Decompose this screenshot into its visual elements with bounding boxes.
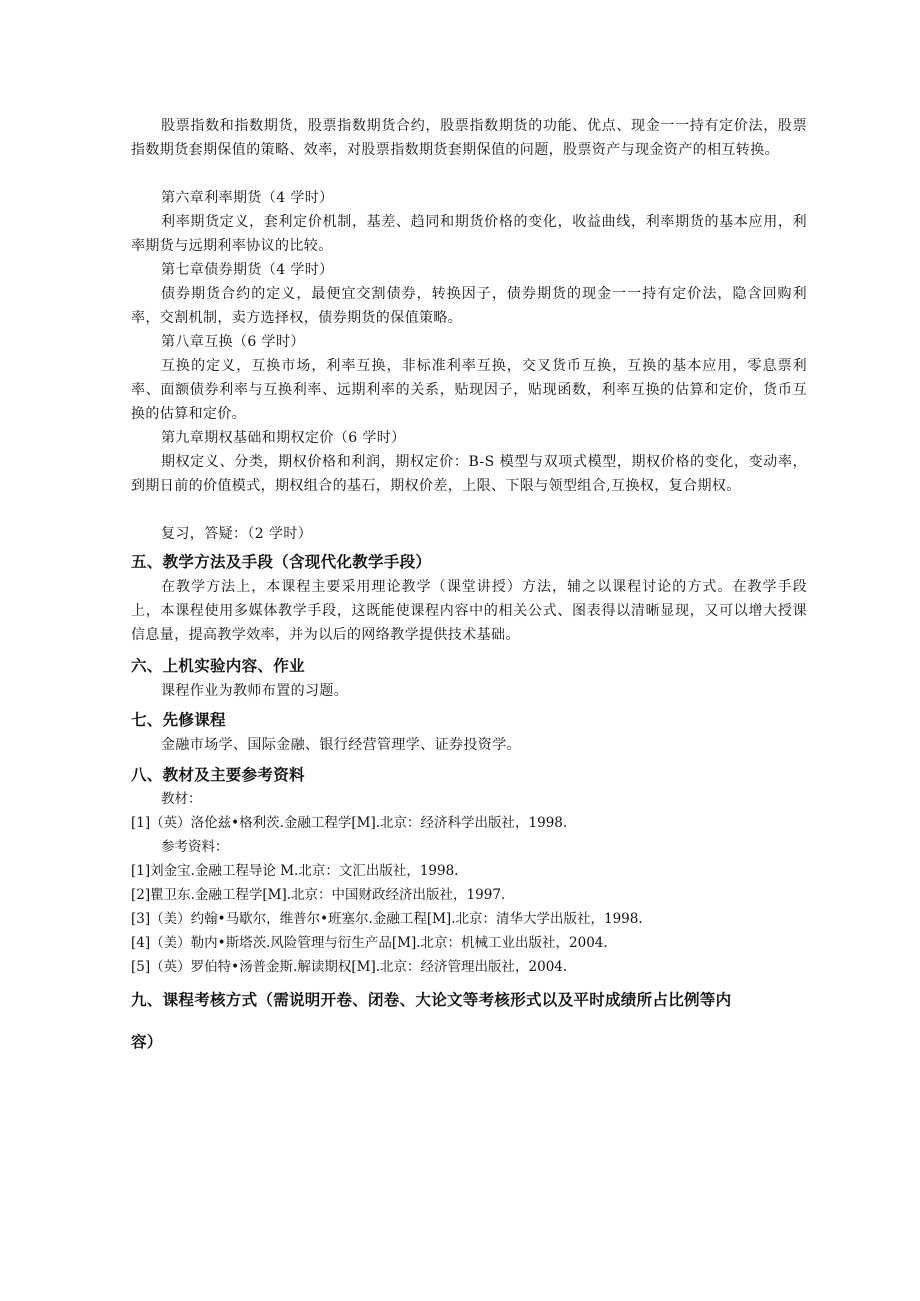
paragraph-stock-index-futures: 股票指数和指数期货，股票指数期货合约，股票指数期货的功能、优点、现金一一持有定价法，股票指数期货套期保值的策略、效率，对股票指数期货套期保值的问题，股票资产与现金资产的相互转换。 <box>131 118 807 158</box>
section-7-heading: 七、先修课程 <box>131 711 226 729</box>
reference-item: [4]（美）勒内•斯塔茨.风险管理与衍生产品[M].北京：机械工业出版社，2004. <box>131 935 608 951</box>
chapter-9-title: 第九章期权基础和期权定价（6 学时） <box>161 430 406 446</box>
section-7-body: 金融市场学、国际金融、银行经营管理学、证券投资学。 <box>161 737 521 753</box>
section-5-heading: 五、教学方法及手段（含现代化教学手段） <box>131 553 432 571</box>
section-6-body: 课程作业为教师布置的习题。 <box>161 683 349 699</box>
chapter-9-body: 期权定义、分类，期权价格和利润，期权定价：B-S 模型与双项式模型，期权价格的变化，变动率，到期日前的价值模式，期权组合的基石，期权价差，上限、下限与领型组合,互换权，复合期权。 <box>131 454 807 494</box>
section-5-body: 在教学方法上，本课程主要采用理论教学（课堂讲授）方法，辅之以课程讨论的方式。在教学手段上，本课程使用多媒体教学手段，这既能使课程内容中的相关公式、图表得以清晰显现，又可以增大授课信息量，提高教学效率，并为以后的网络教学提供技术基础。 <box>131 579 807 643</box>
references-label: 参考资料： <box>161 839 229 855</box>
chapter-6-body: 利率期货定义，套利定价机制，基差、趋同和期货价格的变化，收益曲线，利率期货的基本应用，利率期货与远期利率协议的比较。 <box>131 214 807 254</box>
reference-item: [1]刘金宝.金融工程导论 M.北京：文汇出版社，1998. <box>131 863 459 879</box>
chapter-8-body: 互换的定义，互换市场，利率互换，非标准利率互换，交叉货币互换，互换的基本应用，零息票利率、面额债券利率与互换利率、远期利率的关系，贴现因子，贴现函数，利率互换的估算和定价，货币互换的估算和定价。 <box>131 358 807 422</box>
chapter-7-title: 第七章债券期货（4 学时） <box>161 262 334 278</box>
chapter-8-title: 第八章互换（6 学时） <box>161 334 305 350</box>
reference-item: [3]（美）约翰•马歇尔，维普尔•班塞尔.金融工程[M].北京：清华大学出版社，1998. <box>131 911 643 927</box>
textbook-item: [1]（英）洛伦兹•格利茨.金融工程学[M].北京：经济科学出版社，1998. <box>131 815 568 831</box>
textbook-label: 教材： <box>161 791 202 807</box>
reference-item: [2]瞿卫东.金融工程学[M].北京：中国财政经济出版社，1997. <box>131 887 506 903</box>
section-9-heading: 九、课程考核方式（需说明开卷、闭卷、大论文等考核形式以及平时成绩所占比例等内容） <box>131 991 732 1051</box>
section-8-heading: 八、教材及主要参考资料 <box>131 766 305 784</box>
review-line: 复习，答疑：（2 学时） <box>161 526 313 542</box>
chapter-6-title: 第六章利率期货（4 学时） <box>161 190 334 206</box>
section-6-heading: 六、上机实验内容、作业 <box>131 657 305 675</box>
reference-item: [5]（英）罗伯特•汤普金斯.解读期权[M].北京：经济管理出版社，2004. <box>131 959 568 975</box>
chapter-7-body: 债券期货合约的定义，最便宜交割债券，转换因子，债券期货的现金一一持有定价法，隐含回购利率，交割机制，卖方选择权，债券期货的保值策略。 <box>131 286 807 326</box>
